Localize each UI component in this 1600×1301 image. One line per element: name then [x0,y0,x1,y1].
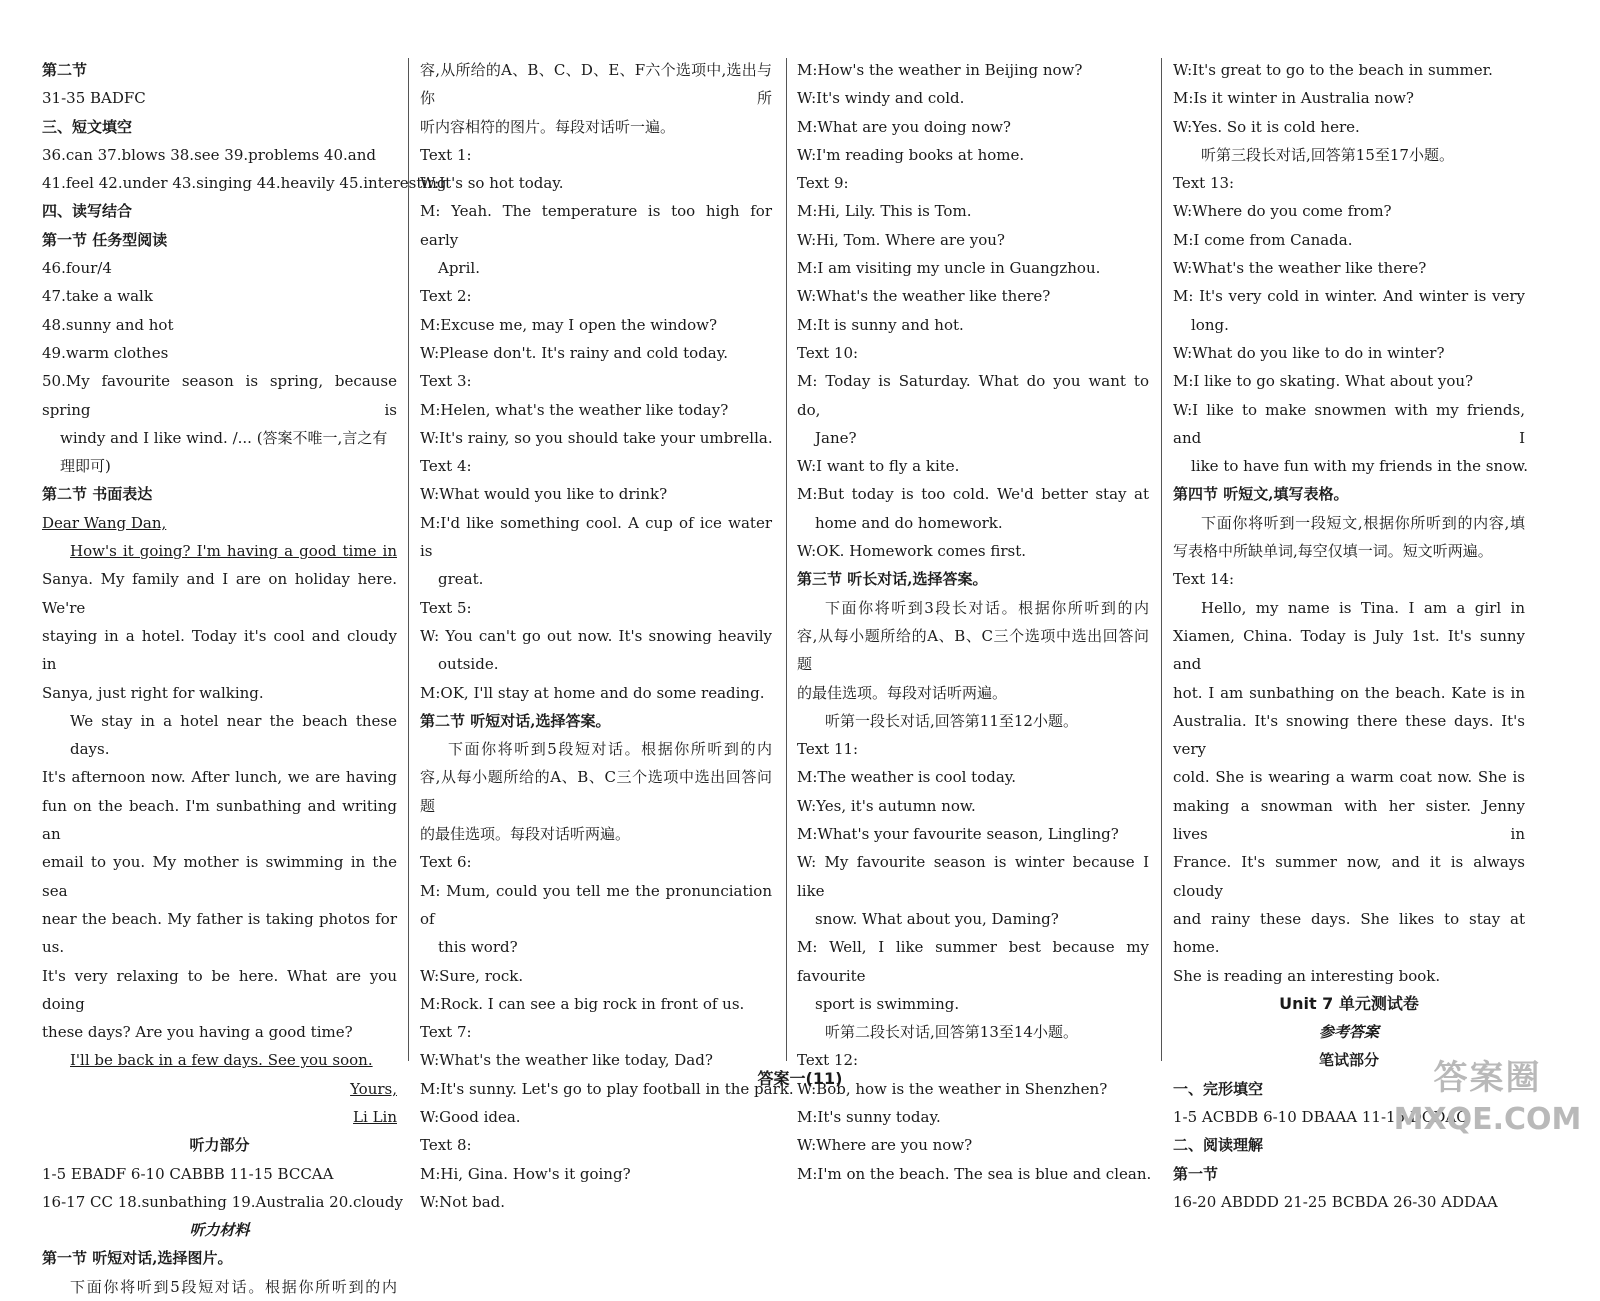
text-line: It's very relaxing to be here. What are you doing [42,966,397,1013]
text-line: 第二节 听短对话,选择答案。 [420,711,611,730]
text-line: W:It's rainy, so you should take your umbrella. [420,428,773,447]
text-line: near the beach. My father is taking photos for us. [42,909,397,957]
text-line: email to you. My mother is swimming in the sea [42,853,397,900]
text-line: 第一节 [1173,1164,1219,1183]
text-line: W:Hi, Tom. Where are you? [797,230,1005,249]
text-line: M:But today is too cold. We'd better stay at [797,485,1149,504]
text-line: M:It's sunny today. [797,1107,941,1126]
text-line: W:Sure, rock. [420,966,524,985]
watermark-logo [1390,1055,1585,1155]
watermark-cn: 答案圈 [1433,1058,1542,1098]
text-line: Text 12: [797,1051,859,1070]
text-line: this word? [438,938,518,957]
text-line: M:I like to go skating. What about you? [1173,372,1474,391]
text-line: M:Excuse me, may I open the window? [420,315,718,334]
text-line: staying in a hotel. Today it's cool and cloudy in [42,626,397,674]
text-line: home and do homework. [815,513,1003,532]
text-line: 参考答案 [1318,1023,1379,1042]
text-line: 16-20 ABDDD 21-25 BCBDA 26-30 ADDAA [1173,1192,1498,1211]
text-line: 第三节 听长对话,选择答案。 [797,570,988,589]
text-line: W:Yes. So it is cold here. [1173,117,1360,136]
column-divider [1161,58,1162,1061]
text-line: Unit 7 单元测试卷 [1279,993,1419,1013]
text-line: 41.feel 42.under 43.singing 44.heavily 45.interesting [42,174,447,193]
text-line: W:It's great to go to the beach in summer. [1173,61,1493,79]
text-line: Text 2: [420,287,472,306]
text-line: M:I come from Canada. [1173,230,1353,249]
text-line: sport is swimming. [815,994,960,1013]
text-line: W:What's the weather like there? [1173,259,1427,278]
text-line: M: Today is Saturday. What do you want to do, [797,372,1149,419]
text-line: 容,从所给的A、B、C、D、E、F六个选项中,选出与你所 [420,61,772,108]
text-line: Hello, my name is Tina. I am a girl in [1201,598,1525,617]
text-line: 16-17 CC 18.sunbathing 19.Australia 20.cloudy [42,1192,403,1211]
text-line: M:I'd like something cool. A cup of ice water is [420,513,772,561]
text-line: Text 14: [1173,570,1235,589]
text-line: M:I am visiting my uncle in Guangzhou. [797,259,1101,278]
text-line: W:Where do you come from? [1173,202,1392,221]
text-line: M:Rock. I can see a big rock in front of us. [420,994,745,1013]
text-line: 理即可) [60,457,111,476]
text-line: 46.four/4 [42,259,112,278]
text-line: M:Hi, Lily. This is Tom. [797,202,972,221]
text-line: Dear Wang Dan, [42,513,167,532]
text-line: great. [438,570,484,589]
text-line: 第一节 听短对话,选择图片。 [42,1249,233,1268]
text-line: these days? Are you having a good time? [42,1023,353,1042]
text-line: France. It's summer now, and it is always cloudy [1173,853,1525,900]
text-line: W:Good idea. [420,1107,521,1126]
text-line: Jane? [815,428,857,447]
text-line: 四、读写结合 [42,202,133,221]
text-line: cold. She is wearing a warm coat now. She is [1173,768,1525,787]
text-line: W:I like to make snowmen with my friends, and I [1173,400,1525,447]
text-line: Sanya. My family and I are on holiday here. We're [42,570,397,617]
column-2 [420,56,794,1216]
text-line: 一、完形填空 [1173,1079,1264,1098]
text-line: M:The weather is cool today. [797,768,1017,787]
text-line: 听力材料 [189,1221,250,1240]
text-line: M: It's very cold in winter. And winter is very [1173,287,1525,306]
text-line: snow. What about you, Daming? [815,909,1059,928]
text-line: 第一节 任务型阅读 [42,230,168,249]
text-line: Text 3: [420,372,472,391]
text-line: Australia. It's snowing there these days. It's very [1173,711,1525,759]
text-line: 听第二段长对话,回答第13至14小题。 [825,1023,1078,1042]
text-line: 容,从每小题所给的A、B、C三个选项中选出回答问题 [420,768,772,815]
text-line: M:I'm on the beach. The sea is blue and clean. [797,1164,1152,1183]
text-line: M:How's the weather in Beijing now? [797,61,1083,79]
text-line: M: Well, I like summer best because my favourite [797,938,1149,985]
text-line: M: Yeah. The temperature is too high for early [420,202,772,249]
text-line: M:What are you doing now? [797,117,1011,136]
text-line: and rainy these days. She likes to stay at home. [1173,909,1525,957]
text-line: W:Not bad. [420,1192,506,1211]
text-line: W: My favourite season is winter because I like [797,853,1149,900]
text-line: windy and I like wind. /... (答案不唯一,言之有 [60,428,388,447]
page-number: 答案一(11) [757,1069,843,1088]
text-line: 听内容相符的图片。每段对话听一遍。 [420,117,676,136]
text-line: 听第三段长对话,回答第15至17小题。 [1201,145,1454,164]
text-line: making a snowman with her sister. Jenny lives in [1173,796,1525,844]
text-line: W:Please don't. It's rainy and cold today. [420,343,728,362]
text-line: How's it going? I'm having a good time in [70,542,397,561]
watermark-en: MXQE.COM [1393,1102,1582,1137]
text-line: 下面你将听到5段短对话。根据你所听到的内 [448,740,772,759]
text-line: 第二节 [42,61,88,79]
text-line: M: Mum, could you tell me the pronunciation of [420,881,772,928]
text-line: W:What's the weather like today, Dad? [420,1051,713,1070]
text-line: 三、短文填空 [42,117,133,136]
text-line: M:Helen, what's the weather like today? [420,400,729,419]
text-line: W:It's so hot today. [420,174,564,193]
text-line: 1-5 EBADF 6-10 CABBB 11-15 BCCAA [42,1164,334,1183]
text-line: 第四节 听短文,填写表格。 [1173,485,1349,504]
text-line: Xiamen, China. Today is July 1st. It's sunny and [1173,626,1525,674]
text-line: 49.warm clothes [42,343,169,362]
column-3 [797,56,1152,1188]
text-line: like to have fun with my friends in the snow. [1191,457,1528,476]
text-line: Text 13: [1173,174,1235,193]
text-line: 下面你将听到5段短对话。根据你所听到的内 [70,1277,397,1296]
text-line: 写表格中所缺单词,每空仅填一词。短文听两遍。 [1173,542,1493,561]
text-line: W:OK. Homework comes first. [797,542,1026,561]
text-line: 容,从每小题所给的A、B、C三个选项中选出回答问题 [797,626,1149,674]
text-line: M:Hi, Gina. How's it going? [420,1164,631,1183]
text-line: W: You can't go out now. It's snowing heavily [420,626,772,645]
text-line: W:Yes, it's autumn now. [797,796,976,815]
text-line: Text 7: [420,1023,472,1042]
text-line: W:Where are you now? [797,1136,973,1155]
text-line: W:What's the weather like there? [797,287,1051,306]
text-line: M:It is sunny and hot. [797,315,964,334]
text-line: W:Bob, how is the weather in Shenzhen? [797,1079,1108,1098]
text-line: W:It's windy and cold. [797,89,965,108]
text-line: 31-35 BADFC [42,89,146,108]
text-line: Text 9: [797,174,849,193]
text-line: 的最佳选项。每段对话听两遍。 [797,683,1008,702]
text-line: hot. I am sunbathing on the beach. Kate is in [1173,683,1525,702]
text-line: 47.take a walk [42,287,153,306]
text-line: W:What do you like to do in winter? [1173,343,1445,362]
text-line: 的最佳选项。每段对话听两遍。 [420,825,631,844]
text-line: Yours, [350,1079,397,1098]
text-line: Text 6: [420,853,472,872]
text-line: M:What's your favourite season, Lingling? [797,825,1119,844]
text-line: long. [1191,315,1229,334]
text-line: Text 8: [420,1136,472,1155]
text-line: It's afternoon now. After lunch, we are having [42,768,397,787]
text-line: W:What would you like to drink? [420,485,668,504]
text-line: She is reading an interesting book. [1173,966,1441,985]
text-line: We stay in a hotel near the beach these days. [70,711,397,759]
text-line: Text 4: [420,457,472,476]
text-line: I'll be back in a few days. See you soon. [70,1051,373,1070]
text-line: April. [438,259,480,278]
text-line: M:OK, I'll stay at home and do some reading. [420,683,765,702]
column-divider [408,58,409,1061]
text-line: Text 11: [797,740,859,759]
text-line: 听第一段长对话,回答第11至12小题。 [825,711,1078,730]
text-line: outside. [438,655,499,674]
column-4 [1173,56,1528,1216]
text-line: fun on the beach. I'm sunbathing and writing an [42,796,397,844]
text-line: Sanya, just right for walking. [42,683,264,702]
text-line: 50.My favourite season is spring, because spring is [42,372,397,419]
text-line: 1-5 ACBDB 6-10 DBAAA 11-15 DCDAC [1173,1107,1468,1126]
column-divider [786,58,787,1061]
text-line: W:I'm reading books at home. [797,145,1025,164]
text-line: M:It's sunny. Let's go to play football in the park. [420,1079,794,1098]
text-line: Text 1: [420,145,472,164]
text-line: 48.sunny and hot [42,315,174,334]
text-line: 二、阅读理解 [1173,1136,1264,1155]
text-line: 笔试部分 [1318,1051,1379,1070]
text-line: 下面你将听到一段短文,根据你所听到的内容,填 [1201,513,1525,532]
text-line: Text 5: [420,598,472,617]
text-line: W:I want to fly a kite. [797,457,960,476]
text-line: Li Lin [353,1107,397,1126]
text-line: Text 10: [797,343,859,362]
text-line: 第二节 书面表达 [42,485,153,504]
text-line: 听力部分 [189,1136,250,1155]
text-line: 下面你将听到3段长对话。根据你所听到的内 [825,598,1149,617]
text-line: 36.can 37.blows 38.see 39.problems 40.and [42,145,376,164]
text-line: M:Is it winter in Australia now? [1173,89,1414,108]
